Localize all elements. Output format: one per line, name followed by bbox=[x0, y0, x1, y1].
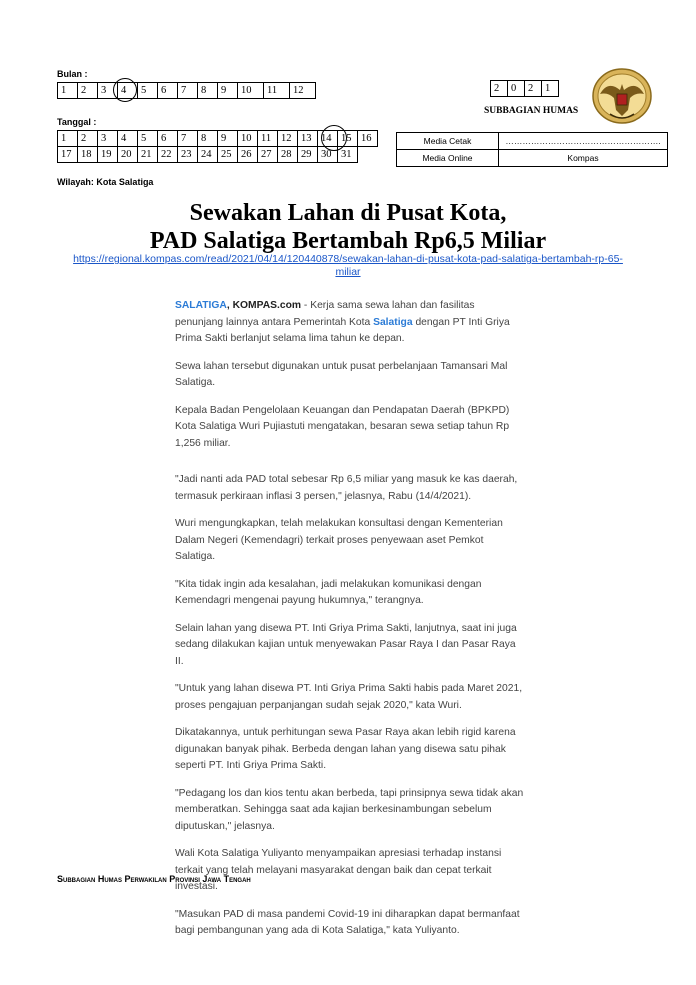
article-title-line1: Sewakan Lahan di Pusat Kota, bbox=[189, 200, 507, 226]
grid-cell: 11 bbox=[258, 131, 278, 147]
grid-cell: 15 bbox=[338, 131, 358, 147]
article-paragraph: "Masukan PAD di masa pandemi Covid-19 ini diharapkan dapat bermanfaat bagi pembangunan yang ada di Kota Salatiga," kata Yuliyanto. bbox=[175, 908, 520, 936]
grid-cell: 21 bbox=[138, 147, 158, 163]
media-table bbox=[396, 132, 668, 167]
grid-cell: 5 bbox=[138, 83, 158, 99]
article-paragraph: Sewa lahan tersebut digunakan untuk pusat perbelanjaan Tamansari Mal Salatiga. bbox=[175, 360, 508, 388]
grid-cell: 13 bbox=[298, 131, 318, 147]
article-url-line1[interactable]: https://regional.kompas.com/read/2021/04/14/120440878/sewakan-lahan-di-pusat-kota-pad-salatiga-bertambah-rp-65- bbox=[73, 253, 623, 265]
grid-cell: 12 bbox=[278, 131, 298, 147]
year-grid bbox=[490, 80, 559, 97]
media-cetak-value: ………………………………………………. bbox=[499, 133, 668, 150]
grid-cell: 29 bbox=[298, 147, 318, 163]
grid-cell: 12 bbox=[290, 83, 316, 99]
grid-cell: 1 bbox=[58, 131, 78, 147]
grid-cell: 18 bbox=[78, 147, 98, 163]
tanggal-label: Tanggal : bbox=[57, 117, 97, 127]
grid-cell: 19 bbox=[98, 147, 118, 163]
grid-cell: 9 bbox=[218, 131, 238, 147]
grid-cell: 5 bbox=[138, 131, 158, 147]
grid-cell: 0 bbox=[508, 81, 525, 97]
article-paragraph: Wuri mengungkapkan, telah melakukan konsultasi dengan Kementerian Dalam Negeri (Kemendagri) terkait proses penyewaan aset Pemkot Salatiga. bbox=[175, 518, 503, 562]
selected-day-circle bbox=[321, 125, 347, 151]
bulan-label: Bulan : bbox=[57, 69, 88, 79]
grid-cell: 27 bbox=[258, 147, 278, 163]
grid-cell: 2 bbox=[491, 81, 508, 97]
article-paragraph: Selain lahan yang disewa PT. Inti Griya Prima Sakti, lanjutnya, saat ini juga sedang dilakukan kajian untuk menyewakan Pasar Raya I dan Pasar Raya II. bbox=[175, 622, 517, 667]
grid-cell: 16 bbox=[358, 131, 378, 147]
grid-cell: 3 bbox=[98, 131, 118, 147]
grid-cell: 4 bbox=[118, 83, 138, 99]
grid-cell: 28 bbox=[278, 147, 298, 163]
grid-cell: 31 bbox=[338, 147, 358, 163]
grid-cell: 2 bbox=[525, 81, 542, 97]
grid-cell: 1 bbox=[542, 81, 559, 97]
grid-cell: 1 bbox=[58, 83, 78, 99]
lead-text-end: dengan PT Inti Griya Prima Sakti berlanjut selama lima tahun ke depan. bbox=[175, 316, 510, 344]
article-paragraph: Kepala Badan Pengelolaan Keuangan dan Pendapatan Daerah (BPKPD) Kota Salatiga Wuri Pujiastuti mengatakan, besaran sewa setiap tahun Rp 1,256 miliar. bbox=[175, 404, 510, 449]
article-body bbox=[175, 298, 525, 951]
grid-cell: 11 bbox=[264, 83, 290, 99]
grid-cell: 22 bbox=[158, 147, 178, 163]
media-online-value: Kompas bbox=[499, 150, 668, 167]
grid-cell: 25 bbox=[218, 147, 238, 163]
article-paragraph: "Untuk yang lahan disewa PT. Inti Griya Prima Sakti habis pada Maret 2021, proses pengajuan perpanjangan sudah sejak 2020," kata Wuri. bbox=[175, 683, 523, 711]
wilayah-label: Wilayah: Kota Salatiga bbox=[57, 177, 154, 187]
media-online-label: Media Online bbox=[397, 150, 499, 167]
dateline-source: , KOMPAS.com bbox=[226, 300, 302, 311]
grid-cell: 8 bbox=[198, 131, 218, 147]
grid-cell: 20 bbox=[118, 147, 138, 163]
grid-cell: 30 bbox=[318, 147, 338, 163]
article-paragraph: Wali Kota Salatiga Yuliyanto menyampaikan apresiasi terhadap instansi terkait yang telah melayani masyarakat dengan baik dan cepat terkait investasi. bbox=[175, 848, 502, 892]
grid-cell: 23 bbox=[178, 147, 198, 163]
dateline-city: SALATIGA bbox=[175, 300, 227, 311]
lead-text: - Kerja sama sewa lahan dan fasilitas penunjang lainnya antara Pemerintah Kota bbox=[175, 300, 475, 328]
grid-cell: 2 bbox=[78, 83, 98, 99]
grid-cell: 26 bbox=[238, 147, 258, 163]
salatiga-link[interactable]: Salatiga bbox=[373, 316, 413, 328]
grid-cell: 4 bbox=[118, 131, 138, 147]
media-cetak-label: Media Cetak bbox=[397, 133, 499, 150]
article-url-line2[interactable]: miliar bbox=[335, 266, 361, 278]
grid-cell: 14 bbox=[318, 131, 338, 147]
garuda-emblem-icon bbox=[590, 66, 654, 126]
article-paragraph: Dikatakannya, untuk perhitungan sewa Pasar Raya akan lebih rigid karena digunakan banyak pihak. Berbeda dengan lahan yang disewa satu pihak seperti PT. Inti Griya Prima Sakti. bbox=[175, 727, 516, 771]
article-title-line2: PAD Salatiga Bertambah Rp6,5 Miliar bbox=[149, 228, 547, 254]
grid-cell: 6 bbox=[158, 131, 178, 147]
grid-cell: 7 bbox=[178, 83, 198, 99]
grid-cell: 8 bbox=[198, 83, 218, 99]
article-paragraph: "Pedagang los dan kios tentu akan berbeda, tapi prinsipnya sewa tidak akan memberatkan. Sehingga saat ada kajian berkesinambungan sebelum diputuskan," jelasnya. bbox=[175, 787, 524, 832]
grid-cell: 17 bbox=[58, 147, 78, 163]
unit-label: SUBBAGIAN HUMAS bbox=[484, 106, 579, 116]
selected-month-circle bbox=[113, 78, 137, 102]
grid-cell: 6 bbox=[158, 83, 178, 99]
grid-cell: 10 bbox=[238, 83, 264, 99]
article-paragraph-lead bbox=[175, 298, 525, 348]
footer-unit: Subbagian Humas Perwakilan Provinsi Jawa Tengah bbox=[57, 874, 251, 884]
article-paragraph: "Kita tidak ingin ada kesalahan, jadi melakukan komunikasi dengan Kemendagri mengenai payung hukumnya," terangnya. bbox=[175, 578, 482, 606]
grid-cell: 3 bbox=[98, 83, 118, 99]
grid-cell: 10 bbox=[238, 131, 258, 147]
grid-cell: 9 bbox=[218, 83, 238, 99]
article-paragraph: "Jadi nanti ada PAD total sebesar Rp 6,5 miliar yang masuk ke kas daerah, termasuk perkiraan inflasi 3 persen," jelasnya, Rabu (14/4/2021). bbox=[175, 474, 518, 502]
bulan-grid bbox=[57, 82, 316, 99]
grid-cell: 24 bbox=[198, 147, 218, 163]
grid-cell: 2 bbox=[78, 131, 98, 147]
grid-cell: 7 bbox=[178, 131, 198, 147]
